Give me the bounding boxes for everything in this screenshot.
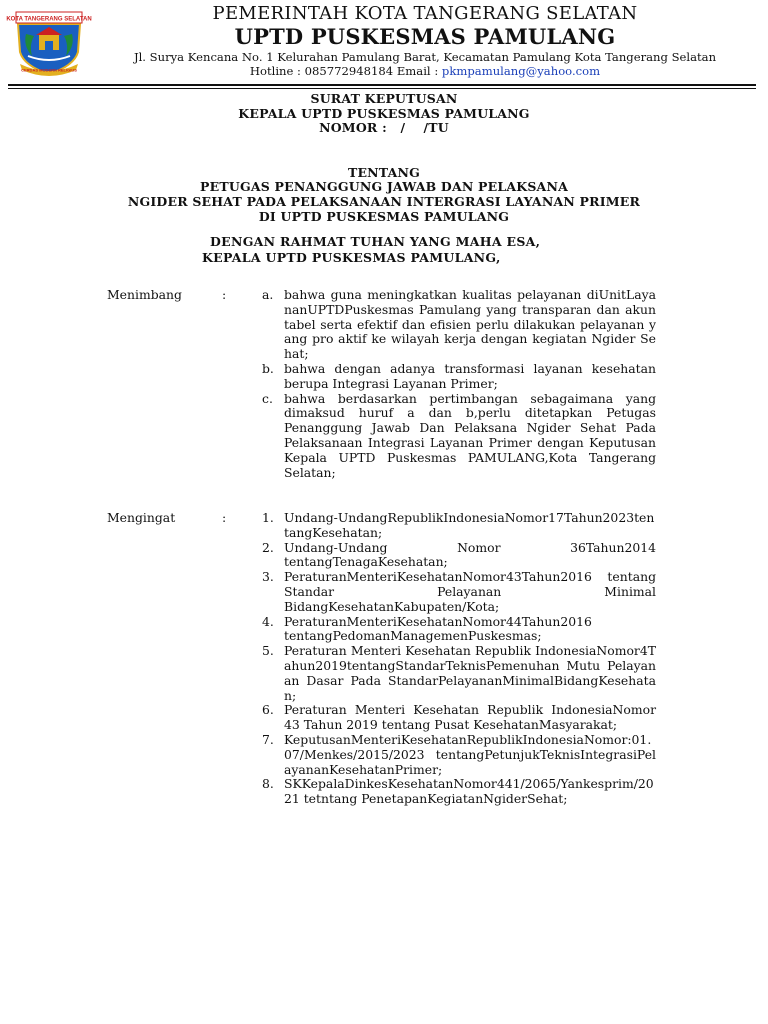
blessing: DENGAN RAHMAT TUHAN YANG MAHA ESA,: [210, 234, 541, 249]
list-item: [262, 570, 656, 614]
item-marker: 2.: [262, 539, 274, 555]
mengingat-colon: :: [222, 510, 227, 525]
hotline: Hotline : 085772948184 Email :: [249, 64, 442, 78]
item-marker: a.: [262, 287, 274, 302]
item-marker: 6.: [262, 702, 274, 718]
item-text: Peraturan Menteri Kesehatan Republik IndonesiaNomor4Tahun2019tentangStandarTeknisPemenuhan Mutu Pelayanan Dasar Pada StandarPelayananMinimalBidangKesehatan;: [284, 643, 656, 703]
item-marker: c.: [262, 390, 273, 406]
item-text: SKKepalaDinkesKesehatanNomor441/2065/Yankesprim/2021 tetntang PenetapanKegiatanNgiderSehat;: [284, 776, 654, 807]
head-title: KEPALA UPTD PUSKESMAS PAMULANG,: [202, 250, 501, 265]
item-text: Peraturan Menteri Kesehatan Republik IndonesiaNomor 43 Tahun 2019 tentang Pusat KesehatanMasyarakat;: [284, 702, 656, 733]
doc-type: SURAT KEPUTUSAN: [310, 91, 458, 106]
issuer: KEPALA UPTD PUSKESMAS PAMULANG: [238, 105, 530, 121]
letterhead-rule-thick: [8, 84, 756, 86]
decree-number: NOMOR : / /TU: [319, 120, 449, 136]
item-text: PeraturanMenteriKesehatanNomor44Tahun2016 tentangPedomanManagemenPuskesmas;: [284, 613, 592, 644]
menimbang-colon: :: [222, 287, 227, 302]
email-link[interactable]: pkmpamulang@yahoo.com: [441, 64, 601, 78]
item-text: bahwa berdasarkan pertimbangan sebagaimana yang dimaksud huruf a dan b,perlu ditetapkan Petugas Penanggung Jawab Dan Pelaksana Ngider Sehat Pada Pelaksanaan Integrasi Layanan Primer dengan Keputusan Kepala UPTD Puskesmas PAMULANG,Kota Tangerang Selatan;: [284, 390, 656, 480]
item-marker: 4.: [262, 613, 274, 629]
subject-line-3: DI UPTD PUSKESMAS PAMULANG: [258, 208, 510, 224]
menimbang-label: Menimbang: [107, 287, 182, 302]
address: Jl. Surya Kencana No. 1 Kelurahan Pamulang Barat, Kecamatan Pamulang Kota Tangerang Selatan: [133, 50, 717, 64]
subject-line-1: PETUGAS PENANGGUNG JAWAB DAN PELAKSANA: [200, 179, 568, 195]
item-marker: 8.: [262, 776, 274, 792]
menimbang-list: [262, 288, 656, 480]
list-item: [262, 392, 656, 481]
city-emblem-icon: [6, 8, 92, 78]
item-marker: 5.: [262, 643, 274, 659]
list-item: [262, 362, 656, 392]
item-text: KeputusanMenteriKesehatanRepublikIndonesiaNomor:01.07/Menkes/2015/2023 tentangPetunjukTeknisIntegrasiPelayananKesehatanPrimer;: [284, 731, 656, 777]
item-marker: 1.: [262, 510, 274, 525]
institution-name: UPTD PUSKESMAS PAMULANG: [234, 24, 616, 49]
list-item: [262, 511, 656, 541]
item-marker: b.: [262, 360, 274, 376]
list-item: [262, 644, 656, 703]
subject-line-2: NGIDER SEHAT PADA PELAKSANAAN INTERGRASI LAYANAN PRIMER: [127, 193, 641, 209]
list-item: [262, 703, 656, 733]
list-item: [262, 615, 656, 645]
letterhead-text: [90, 4, 760, 78]
item-text: bahwa guna meningkatkan kualitas pelayanan diUnitLayananUPTDPuskesmas Pamulang yang transparan dan akun tabel serta efektif dan efisien perlu dilakukan pelayanan yang pro aktif ke wilayah kerja dengan kegiatan Ngider Sehat;: [284, 287, 656, 362]
about-heading: TENTANG: [347, 164, 421, 180]
item-text: Undang-Undang Nomor 36Tahun2014 tentangTenagaKesehatan;: [284, 539, 656, 570]
letterhead: [0, 0, 768, 92]
list-item: [262, 541, 656, 571]
decree-titles: [0, 92, 768, 224]
item-text: Undang-UndangRepublikIndonesiaNomor17Tahun2023tentangKesehatan;: [284, 510, 655, 540]
item-text: bahwa dengan adanya transformasi layanan kesehatan berupa Integrasi Layanan Primer;: [284, 360, 656, 391]
logo-motto: CERDAS MODERN RELIGIUS: [21, 67, 77, 73]
item-marker: 7.: [262, 731, 274, 747]
item-marker: 3.: [262, 569, 274, 585]
list-item: [262, 733, 656, 777]
item-text: PeraturanMenteriKesehatanNomor43Tahun2016 tentang Standar Pelayanan Minimal BidangKesehatanKabupaten/Kota;: [284, 569, 656, 614]
logo-banner-text: KOTA TANGERANG SELATAN: [6, 16, 92, 23]
mengingat-list: [262, 511, 656, 807]
mengingat-label: Mengingat: [107, 510, 176, 525]
contact-line: [90, 64, 760, 78]
letterhead-rule-thin: [8, 88, 756, 89]
list-item: [262, 777, 656, 807]
government-name: PEMERINTAH KOTA TANGERANG SELATAN: [212, 3, 638, 24]
list-item: [262, 288, 656, 362]
